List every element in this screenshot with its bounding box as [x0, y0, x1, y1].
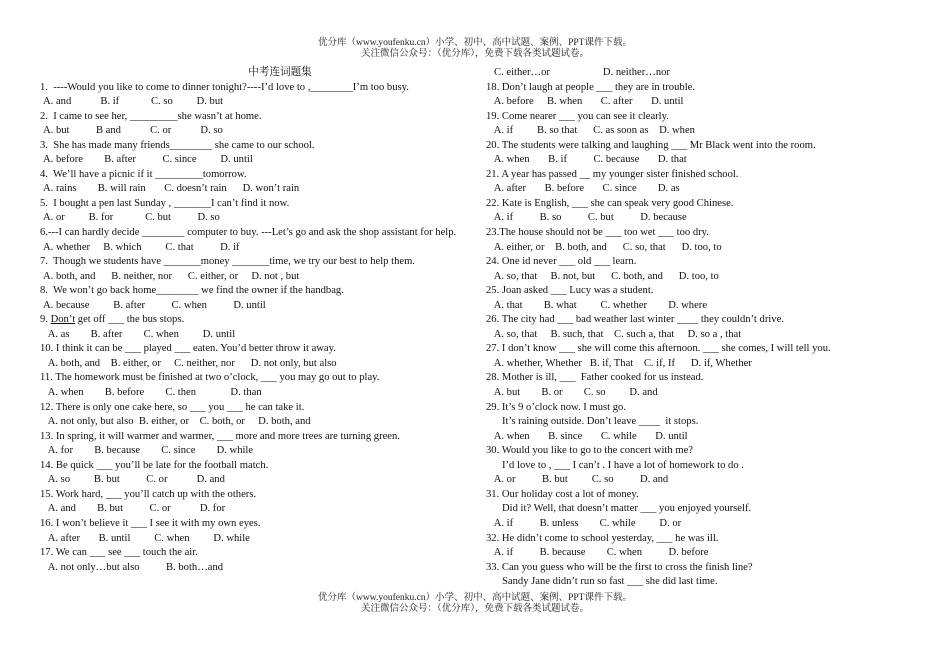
question-12-options: A. not only, but also B. either, or C. both, or D. both, and: [43, 416, 311, 428]
question-14: 14. Be quick ___ you’ll be late for the football match.: [40, 459, 269, 471]
question-18: 18. Don’t laugh at people ___ they are in trouble.: [486, 81, 695, 93]
question-24: 24. One id never ___ old ___ learn.: [486, 256, 637, 268]
left-column: [40, 66, 470, 575]
question-13-options: A. for B. because C. since D. while: [43, 445, 254, 457]
question-9-options: A. as B. after C. when D. until: [43, 328, 236, 340]
question-31-options: A. if B. unless C. while D. or: [489, 517, 682, 529]
question-5-options: A. or B. for C. but D. so: [43, 212, 220, 224]
question-28-options: A. but B. or C. so D. and: [489, 387, 658, 399]
question-25-options: A. that B. what C. whether D. where: [489, 299, 708, 311]
question-8: 8. We won’t go back home________ we find the owner if the handbag.: [40, 285, 344, 297]
question-19: 19. Come nearer ___ you can see it clearly.: [486, 110, 669, 122]
question-27: 27. I don’t know ___ she will come this afternoon. ___ she comes, I will tell you.: [486, 343, 831, 355]
question-11-options: A. when B. before C. then D. than: [43, 387, 262, 399]
question-25: 25. Joan asked ___ Lucy was a student.: [486, 285, 654, 297]
question-29: 29. It’s 9 o’clock now. I must go.: [486, 401, 626, 413]
question-22-options: A. if B. so C. but D. because: [489, 212, 687, 224]
question-15: 15. Work hard, ___ you’ll catch up with the others.: [40, 488, 257, 500]
question-32-options: A. if B. because C. when D. before: [489, 547, 709, 559]
question-18-options: A. before B. when C. after D. until: [489, 96, 684, 108]
header-line-2: 关注微信公众号：（优分库），免费下载各类试题试卷。: [360, 49, 589, 59]
question-1-options: A. and B. if C. so D. but: [43, 96, 224, 108]
question-31-continuation: Did it? Well, that doesn’t matter ___ you enjoyed yourself.: [502, 503, 752, 515]
question-6: 6. ---I can hardly decide ________ computer to buy. ---Let’s go and ask the shop assistant for help.: [40, 227, 457, 239]
question-30: 30. Would you like to go to the concert with me?: [486, 445, 693, 457]
question-23: 23. The house should not be ___ too wet ___ too dry.: [486, 227, 709, 239]
header-line-1: 优分库（www.youfenku.cn）小学、初中、高中试题、案例、PPT课件下载。: [318, 38, 632, 48]
question-29-options: A. when B. since C. while D. until: [489, 430, 688, 442]
question-4: 4. We’ll have a picnic if it _________tomorrow.: [40, 168, 247, 180]
footer-line-1: 优分库（www.youfenku.cn）小学、初中、高中试题、案例、PPT课件下载。: [318, 593, 632, 603]
question-3: 3. She has made many friends________ she came to our school.: [40, 139, 315, 151]
page-footer: [0, 593, 950, 615]
question-2-options: A. but B and C. or D. so: [43, 125, 223, 137]
question-10: 10. I think it can be ___ played ___ eaten. You’d better throw it away.: [40, 343, 336, 355]
page-header: [0, 38, 950, 60]
question-29-continuation: It’s raining outside. Don’t leave ____ it stops.: [502, 416, 699, 428]
question-26: 26. The city had ___ bad weather last winter ____ they couldn’t drive.: [486, 314, 784, 326]
question-7-options: A. both, and B. neither, nor C. either, or D. not , but: [43, 270, 300, 282]
question-33-continuation: Sandy Jane didn’t run so fast ___ she did last time.: [502, 576, 718, 588]
question-15-options: A. and B. but C. or D. for: [43, 503, 226, 515]
underlined-word: Don’t: [50, 314, 76, 326]
question-12: 12. There is only one cake here, so ___ you ___ he can take it.: [40, 401, 305, 413]
question-13: 13. In spring, it will warmer and warmer, ___ more and more trees are turning green.: [40, 430, 400, 442]
question-30-options: A. or B. but C. so D. and: [489, 474, 669, 486]
question-20: 20. The students were talking and laughing ___ Mr Black went into the room.: [486, 139, 816, 151]
question-21-options: A. after B. before C. since D. as: [489, 183, 680, 195]
question-17: 17. We can ___ see ___ touch the air.: [40, 547, 198, 559]
question-14-options: A. so B. but C. or D. and: [43, 474, 225, 486]
question-11: 11. The homework must be finished at two o’clock, ___ you may go out to play.: [40, 372, 380, 384]
question-16: 16. I won’t believe it ___ I see it with my own eyes.: [40, 517, 261, 529]
question-24-options: A. so, that B. not, but C. both, and D. too, to: [489, 270, 719, 282]
question-33: 33. Can you guess who will be the first to cross the finish line?: [486, 561, 753, 573]
question-32: 32. He didn’t come to school yesterday, ___ he was ill.: [486, 532, 719, 544]
question-31: 31. Our holiday cost a lot of money.: [486, 488, 639, 500]
question-7: 7. Though we students have _______money _______time, we try our best to help them.: [40, 256, 415, 268]
right-column: [486, 66, 906, 590]
question-19-options: A. if B. so that C. as soon as D. when: [489, 125, 695, 137]
question-22: 22. Kate is English, ___ she can speak very good Chinese.: [486, 197, 734, 209]
question-27-options: A. whether, Whether B. if, That C. if, If D. if, Whether: [489, 357, 752, 369]
question-10-options: A. both, and B. either, or C. neither, nor D. not only, but also: [43, 357, 337, 369]
question-26-options: A. so, that B. such, that C. such a, that D. so a , that: [489, 328, 742, 340]
question-16-options: A. after B. until C. when D. while: [43, 532, 250, 544]
question-20-options: A. when B. if C. because D. that: [489, 154, 687, 166]
question-28: 28. Mother is ill, ___ Father cooked for us instead.: [486, 372, 704, 384]
question-2: 2. I came to see her, _________she wasn’t at home.: [40, 110, 262, 122]
question-21: 21. A year has passed __ my younger sister finished school.: [486, 168, 739, 180]
question-9: 9. Don’t get off ___ the bus stops.: [40, 313, 470, 328]
question-6-options: A. whether B. which C. that D. if: [43, 241, 240, 253]
question-8-options: A. because B. after C. when D. until: [43, 299, 266, 311]
question-4-options: A. rains B. will rain C. doesn’t rain D. won’t rain: [43, 183, 300, 195]
question-3-options: A. before B. after C. since D. until: [43, 154, 253, 166]
document-title: 中考连词题集: [248, 67, 312, 78]
question-23-options: A. either, or B. both, and C. so, that D. too, to: [489, 241, 722, 253]
question-17-options-continued: C. either…or D. neither…nor: [494, 67, 670, 78]
question-5: 5. I bought a pen last Sunday , _______I can’t find it now.: [40, 197, 290, 209]
question-30-continuation: I’d love to , ___ I can’t . I have a lot of homework to do .: [502, 459, 744, 471]
footer-line-2: 关注微信公众号：（优分库），免费下载各类试题试卷。: [360, 604, 589, 614]
question-17-options: A. not only…but also B. both…and: [43, 561, 224, 573]
question-1: 1. ----Would you like to come to dinner tonight?----I’d love to ,________I’m too busy.: [40, 81, 409, 93]
